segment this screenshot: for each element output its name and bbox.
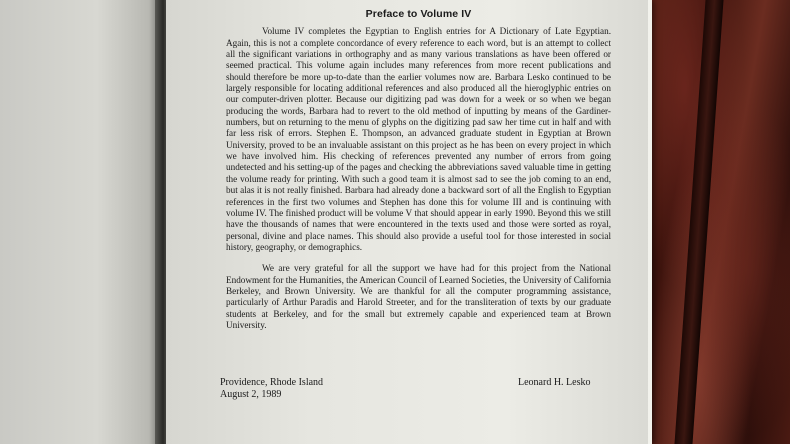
page-edge	[648, 0, 652, 444]
place: Providence, Rhode Island	[220, 377, 324, 388]
page-title: Preface to Volume IV	[365, 8, 472, 20]
preface-paragraph-2: We are very grateful for all the support we have had for this project from the National Endowment for the Humanities, the American Council of Learned Societies, the University of California Berkeley, and Brown University. We are thankful for all the computer programming assistance, particularly of Arthur Paradis and Harold Streeter, and for the transliteration of texts by our graduate students at Berkeley, and for the small but extremely capable and experienced team at Brown University.	[226, 263, 612, 330]
author-block	[518, 377, 590, 389]
preface-paragraph-1: Volume IV completes the Egyptian to English entries for A Dictionary of Late Egyptian. Again, this is not a complete concordance of every reference to each word, but is an attempt to collect all the significant variations in orthography and as many various translations as have been offered or seemed practical. This volume again includes many references from more recent publications and should therefore be more up-to-date than the earlier volumes now are. Barbara Lesko continued to be largely responsible for locating additional references and also produced all the hieroglyphic entries on our computer-driven plotter. Because our digitizing pad was down for a week or so when we began producing the words, Barbara had to revert to the old method of inputting by means of the Gardiner-numbers, but on returning to the menu of glyphs on the digitizing pad saw her time cut in half and with far less risk of errors. Stephen E. Thompson, an advanced graduate student in Egyptian at Brown University, proved to be an invaluable assistant on this project as he has been on every project in which we have involved him. His checking of references prevented any number of errors from going undetected and his setting-up of the pages and checking the abbreviations saved valuable time in getting the volume ready for printing. With such a good team it is almost sad to see the job coming to an end, but alas it is not really finished. Barbara had already done a backward sort of all the English to Egyptian references in the first two volumes and Stephen has done this for volume III and is continuing with volume IV. The finished product will be volume V that should appear in early 1990. Beyond this we still have the thousands of names that were encountered in the texts used and those were sorted as royal, personal, divine and place names. This should also provide a useful tool for those interested in social history, geography, or demographics.	[226, 26, 611, 252]
place-and-date	[220, 377, 323, 401]
book-page	[166, 0, 651, 444]
left-facing-page	[0, 0, 162, 444]
author-name: Leonard H. Lesko	[518, 377, 591, 388]
date: August 2, 1989	[220, 389, 282, 400]
preface-content	[226, 9, 611, 331]
